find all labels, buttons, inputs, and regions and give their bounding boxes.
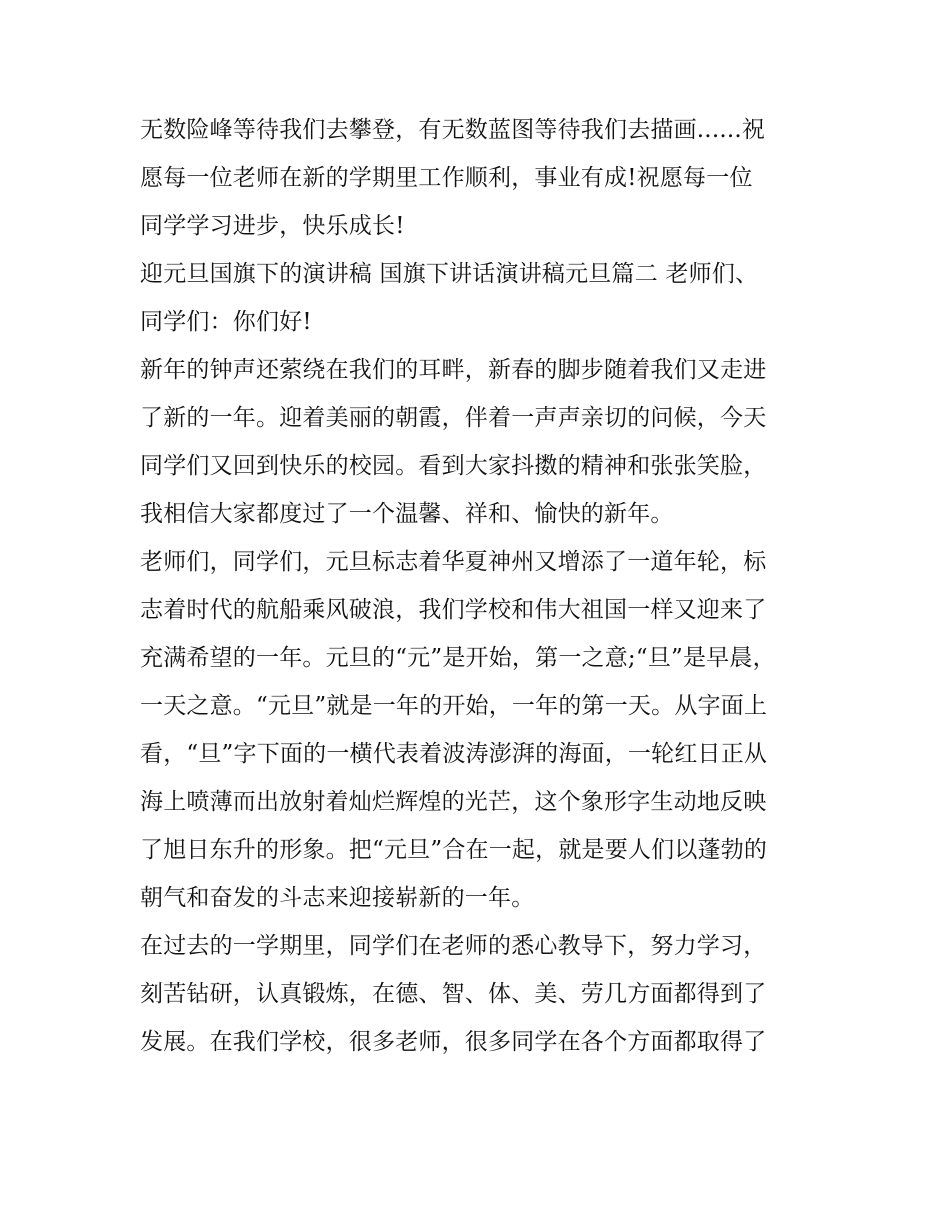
text-line: 朝气和奋发的斗志来迎接崭新的一年。 (140, 885, 535, 911)
text-line: 无数险峰等待我们去攀登，有无数蓝图等待我们去描画......祝 (140, 117, 766, 143)
text-line: 新年的钟声还萦绕在我们的耳畔，新春的脚步随着我们又走进 (140, 357, 767, 383)
text-line: 老师们，同学们，元旦标志着华夏神州又增添了一道年轮，标 (140, 549, 767, 575)
text-line: 志着时代的航船乘风破浪，我们学校和伟大祖国一样又迎来了 (140, 597, 767, 623)
text-line: 一天之意。“元旦”就是一年的开始，一年的第一天。从字面上 (140, 693, 768, 719)
text-line: 迎元旦国旗下的演讲稿 国旗下讲话演讲稿元旦篇二 老师们、 (140, 261, 759, 287)
text-line: 海上喷薄而出放射着灿烂辉煌的光芒，这个象形字生动地反映 (140, 789, 767, 815)
text-line: 同学们：你们好! (140, 309, 312, 335)
text-line: 我相信大家都度过了一个温馨、祥和、愉快的新年。 (140, 501, 674, 527)
text-line: 在过去的一学期里，同学们在老师的悉心教导下，努力学习， (140, 933, 767, 959)
text-line: 看，“旦”字下面的一横代表着波涛澎湃的海面，一轮红日正从 (140, 741, 768, 767)
body-text (140, 106, 820, 1066)
text-line: 刻苦钻研，认真锻炼，在德、智、体、美、劳几方面都得到了 (140, 981, 767, 1007)
text-line: 了旭日东升的形象。把“元旦”合在一起，就是要人们以蓬勃的 (140, 837, 768, 863)
text-line: 了新的一年。迎着美丽的朝霞，伴着一声声亲切的问候，今天 (140, 405, 767, 431)
text-line: 同学们又回到快乐的校园。看到大家抖擞的精神和张张笑脸， (140, 453, 767, 479)
text-line: 充满希望的一年。元旦的“元”是开始，第一之意;“旦”是早晨， (140, 645, 776, 671)
text-line: 愿每一位老师在新的学期里工作顺利，事业有成!祝愿每一位 (140, 165, 753, 191)
text-line: 发展。在我们学校，很多老师，很多同学在各个方面都取得了 (140, 1029, 767, 1055)
text-line: 同学学习进步，快乐成长! (140, 213, 405, 239)
